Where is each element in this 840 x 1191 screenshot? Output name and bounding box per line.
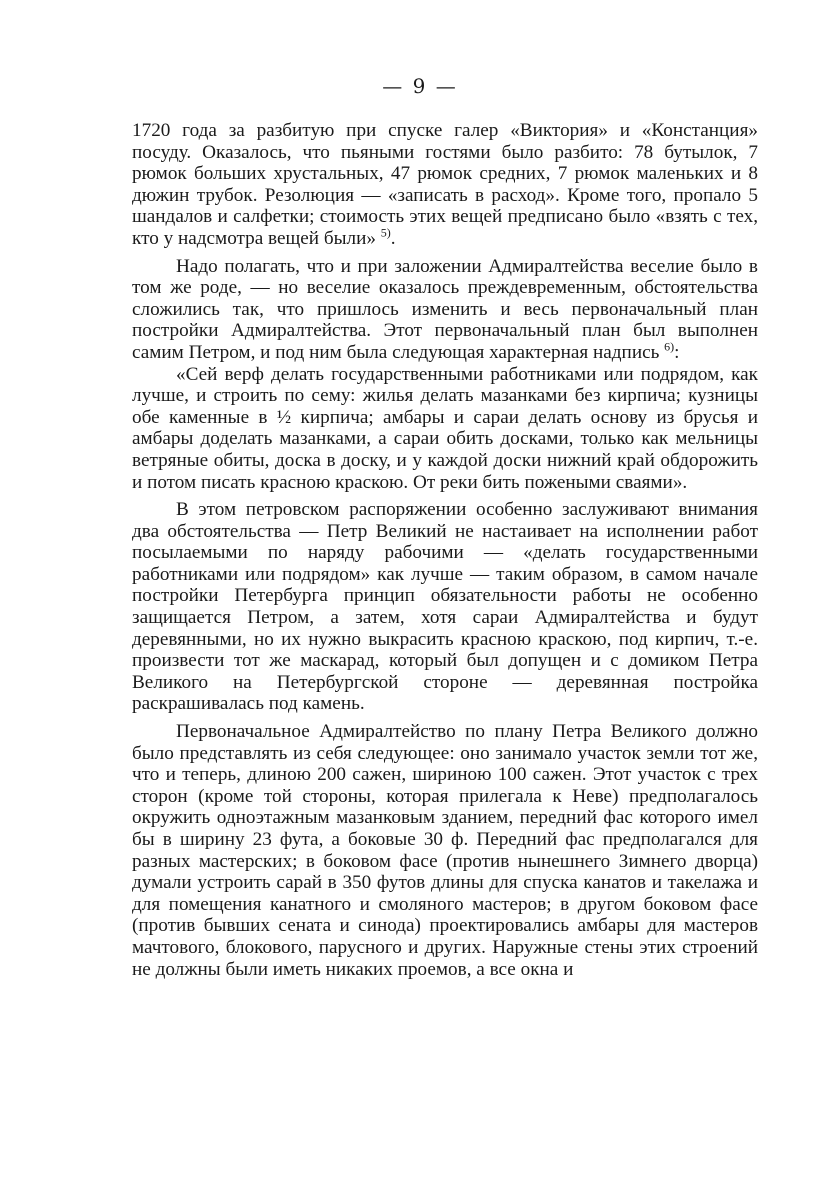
paragraph-2: Надо полагать, что и при заложении Адмиралтейства веселие было в том же роде, — но веселие оказалось преждевременным, обстоятельства сложились так, что пришлось изменить и весь первоначальный план постройки Адмиралтейства. Этот первоначальный план был выполнен самим Петром, и под ним была следующая характерная надпись $^{6)}$: <box>132 255 758 363</box>
footnote-ref-6[interactable]: 6) <box>664 339 675 354</box>
paragraph-1: 1720 года за разбитую при спуске галер «Виктория» и «Констанция» посуду. Оказалось, что пьяными гостями было разбито: 78 бутылок, 7 рюмок больших хрустальных, 47 рюмок средних, 7 рюмок маленьких и 8 дюжин трубок. Резолюция — «записать в расход». Кроме того, пропало 5 шандалов и салфетки; стоимость этих вещей предписано было «взять с тех, кто у надсмотра вещей были» $^{5)}$. <box>132 120 758 249</box>
paragraph-4: В этом петровском распоряжении особенно заслуживают внимания два обстоятельства — Петр Великий не настаивает на исполнении работ посылаемыми по наряду рабочими — «делать государственными работниками или подрядом» как лучше — таким образом, в самом начале постройки Петербурга принцип обязательности работы не особенно защищается Петром, а затем, хотя сараи Адмиралтейства и будут деревянными, но их нужно выкрасить красною краскою, под кирпич, т.-е. произвести тот же маскарад, который был допущен и с домиком Петра Великого на Петербургской стороне — деревянная постройка раскрашивалась под камень. <box>132 499 758 715</box>
body-text <box>132 120 758 980</box>
page-number: — 9 — <box>382 74 458 98</box>
footnote-ref-5[interactable]: 5) <box>380 225 391 240</box>
paragraph-3-quote: «Сей верф делать государственными работниками или подрядом, как лучше, и строить по сему: жилья делать мазанками без кирпича; кузницы обе каменные в ½ кирпича; амбары и сараи делать основу из брусья и амбары доделать мазанками, а сараи обить досками, только как мельницы ветряные обиты, доска в доску, и у каждой доски нижний край обдорожить и потом писать красною краскою. От реки бить пожеными сваями». <box>132 363 758 493</box>
paragraph-5: Первоначальное Адмиралтейство по плану Петра Великого должно было представлять из себя следующее: оно занимало участок земли тот же, что и теперь, длиною 200 сажен, шириною 100 сажен. Этот участок с трех сторон (кроме той стороны, которая прилегала к Неве) предполагалось окружить одноэтажным мазанковым зданием, передний фас которого имел бы в ширину 23 фута, а боковые 30 ф. Передний фас предполагался для разных мастерских; в боковом фасе (против нынешнего Зимнего дворца) думали устроить сарай в 350 футов длины для спуска канатов и такелажа и для помещения канатного и смоляного мастеров; в другом боковом фасе (против бывших сената и синода) проектировались амбары для мастеров мачтового, блокового, парусного и других. Наружные стены этих строений не должны были иметь никаких проемов, а все окна и <box>132 721 758 980</box>
